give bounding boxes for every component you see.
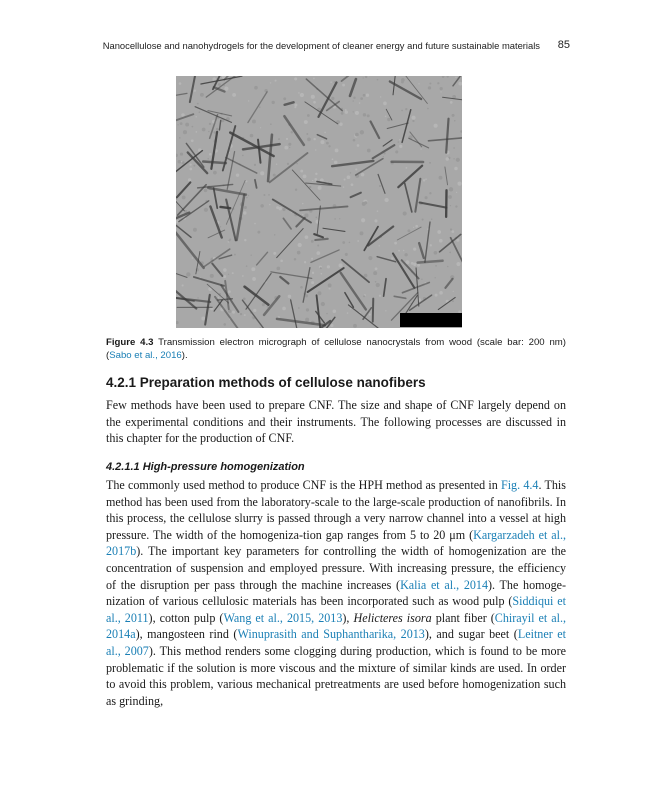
nanocrystal xyxy=(428,137,462,141)
nanocrystal xyxy=(311,250,339,262)
text-run: ), mangosteen rind ( xyxy=(135,627,238,642)
nanocrystal xyxy=(201,76,242,84)
nanocrystal xyxy=(384,279,386,296)
nanocrystal xyxy=(323,228,345,231)
text-run: ), xyxy=(342,610,354,625)
nanocrystal xyxy=(258,140,260,163)
nanocrystal xyxy=(177,182,190,197)
nanocrystal xyxy=(214,188,218,208)
nanocrystal xyxy=(445,167,448,185)
nanocrystal xyxy=(314,234,323,237)
nanocrystal xyxy=(420,203,447,208)
text-run: ). The important key parameters for controlling the width of homogenization are the concentration of suspension and employed pressure. With increasing pressure, the efficiency of the disruption per pass through the machine increases ( xyxy=(106,544,566,592)
nanocrystal xyxy=(245,287,269,305)
text-run: ). This method renders some clogging during production, which is found to be more problematic if the solution is more viscous and the mixture of similar kinds are used. In order to avoid this problem, various mechanical pretreatments are used before homogenization such as grinding, xyxy=(106,643,566,708)
citation-link[interactable]: Chirayil et al., 2014a xyxy=(106,610,567,642)
nanocrystal xyxy=(285,102,294,105)
figure-label: Figure 4.3 xyxy=(106,337,154,348)
nanocrystal xyxy=(438,297,455,309)
nanocrystal xyxy=(387,123,408,129)
citation-link[interactable]: Siddiqui et al., 2011 xyxy=(106,594,566,625)
nanocrystal xyxy=(332,161,373,166)
nanocrystal xyxy=(190,76,196,102)
nanocrystal xyxy=(443,97,462,100)
nanocrystal xyxy=(264,296,279,315)
nanocrystal xyxy=(300,206,348,210)
caption-reference-link[interactable]: Sabo et al., 2016 xyxy=(109,350,182,361)
nanocrystal xyxy=(205,295,210,325)
nanocrystal xyxy=(176,272,187,277)
nanocrystal xyxy=(257,252,268,265)
nanocrystal xyxy=(350,79,356,96)
nanocrystal xyxy=(394,296,405,298)
micrograph-image xyxy=(176,76,462,328)
nanocrystal xyxy=(210,206,221,237)
citation-link[interactable]: Wang et al., 2015, 2013 xyxy=(223,610,343,625)
nanocrystal xyxy=(277,319,325,325)
nanocrystal xyxy=(271,272,312,279)
page-number: 85 xyxy=(557,39,570,51)
running-title: Nanocellulose and nanohydrogels for the development of cleaner energy and future sustainable materials xyxy=(102,40,540,51)
nanocrystal xyxy=(405,296,417,315)
citation-link[interactable]: Winuprasith and Suphantharika, 2013 xyxy=(237,627,425,642)
nanocrystal xyxy=(280,277,288,284)
citation-link[interactable]: Leitner et al., 2007 xyxy=(106,627,566,658)
text-run: ). The homoge-nization of various cellulosic materials has been incorporated such as wood pulp ( xyxy=(106,577,567,609)
nanocrystal xyxy=(405,183,412,211)
figure-reference-link[interactable]: Fig. 4.4 xyxy=(500,478,539,492)
tem-micrograph xyxy=(176,76,462,328)
caption-text: Transmission electron micrograph of cellulose nanocrystals from wood (scale bar: 200 nm) ( xyxy=(106,337,566,361)
nanocrystal xyxy=(315,239,327,240)
nanocrystal xyxy=(176,114,193,122)
nanocrystal xyxy=(296,218,304,227)
nanocrystal xyxy=(227,152,234,190)
nanocrystal xyxy=(273,199,311,222)
nanocrystal xyxy=(397,227,421,240)
subsection-heading: 4.2.1.1 High-pressure homogenization xyxy=(106,461,305,473)
nanocrystal xyxy=(203,161,226,163)
nanocrystal xyxy=(270,153,308,182)
nanocrystal xyxy=(383,140,392,146)
nanocrystal xyxy=(403,283,430,293)
nanocrystal xyxy=(212,264,222,276)
nanocrystal xyxy=(342,76,354,81)
section-heading: 4.2.1 Preparation methods of cellulose nanofibers xyxy=(106,375,426,390)
nanocrystal xyxy=(284,116,303,145)
nanocrystal xyxy=(418,261,443,263)
nanocrystal xyxy=(219,120,220,129)
scale-bar xyxy=(400,313,462,327)
nanocrystal xyxy=(415,179,420,212)
nanocrystal xyxy=(248,92,267,123)
nanocrystal xyxy=(178,185,206,215)
nanocrystal xyxy=(373,299,374,322)
nanocrystal xyxy=(255,180,257,188)
nanocrystal xyxy=(268,135,272,181)
nanocrystal xyxy=(291,300,299,328)
nanocrystal xyxy=(446,119,448,153)
text-run: plant fiber ( xyxy=(431,610,495,625)
nanocrystal xyxy=(194,277,224,286)
nanocrystal xyxy=(341,273,366,310)
nanocrystal xyxy=(204,249,229,266)
hph-paragraph xyxy=(106,477,566,709)
citation-link[interactable]: Kargarzadeh et al., 2017b xyxy=(106,527,566,559)
citation-link[interactable]: Kalia et al., 2014 xyxy=(400,577,489,592)
nanocrystal xyxy=(351,193,361,198)
text-run: ), and sugar beet ( xyxy=(424,627,518,642)
nanocrystal xyxy=(371,121,380,137)
nanocrystal xyxy=(378,174,385,193)
nanocrystal xyxy=(419,243,424,258)
nanocrystal xyxy=(451,238,462,271)
section-intro-paragraph: Few methods have been used to prepare CNF. The size and shape of CNF largely depend on the experimental conditions and their instruments. The following processes are discussed in this chapter for the production of CNF. xyxy=(106,398,566,446)
nanocrystal xyxy=(176,93,187,95)
species-name: Helicteres isora xyxy=(353,610,432,625)
nanocrystal xyxy=(317,135,326,139)
nanocrystal xyxy=(283,218,291,229)
nanocrystal xyxy=(176,278,196,309)
nanocrystal xyxy=(445,279,452,288)
nanocrystal xyxy=(179,201,209,222)
nanocrystal xyxy=(425,222,430,262)
figure-caption xyxy=(106,336,566,362)
caption-end: ). xyxy=(181,350,188,361)
text-run: . This method has been used from the laboratory-scale to the large-scale production of nanofibrils. In this process, the cellulose slurry is passed through a very narrow channel into a vessel at high pressure. The width of the homogeniza-tion gap ranges from 5 to 20 μm ( xyxy=(106,478,566,542)
text-run: ), cotton pulp ( xyxy=(148,610,224,625)
nanocrystal xyxy=(176,229,204,268)
text-run: The commonly used method to produce CNF is the HPH method as presented in xyxy=(106,478,501,492)
nanocrystal xyxy=(237,195,245,240)
